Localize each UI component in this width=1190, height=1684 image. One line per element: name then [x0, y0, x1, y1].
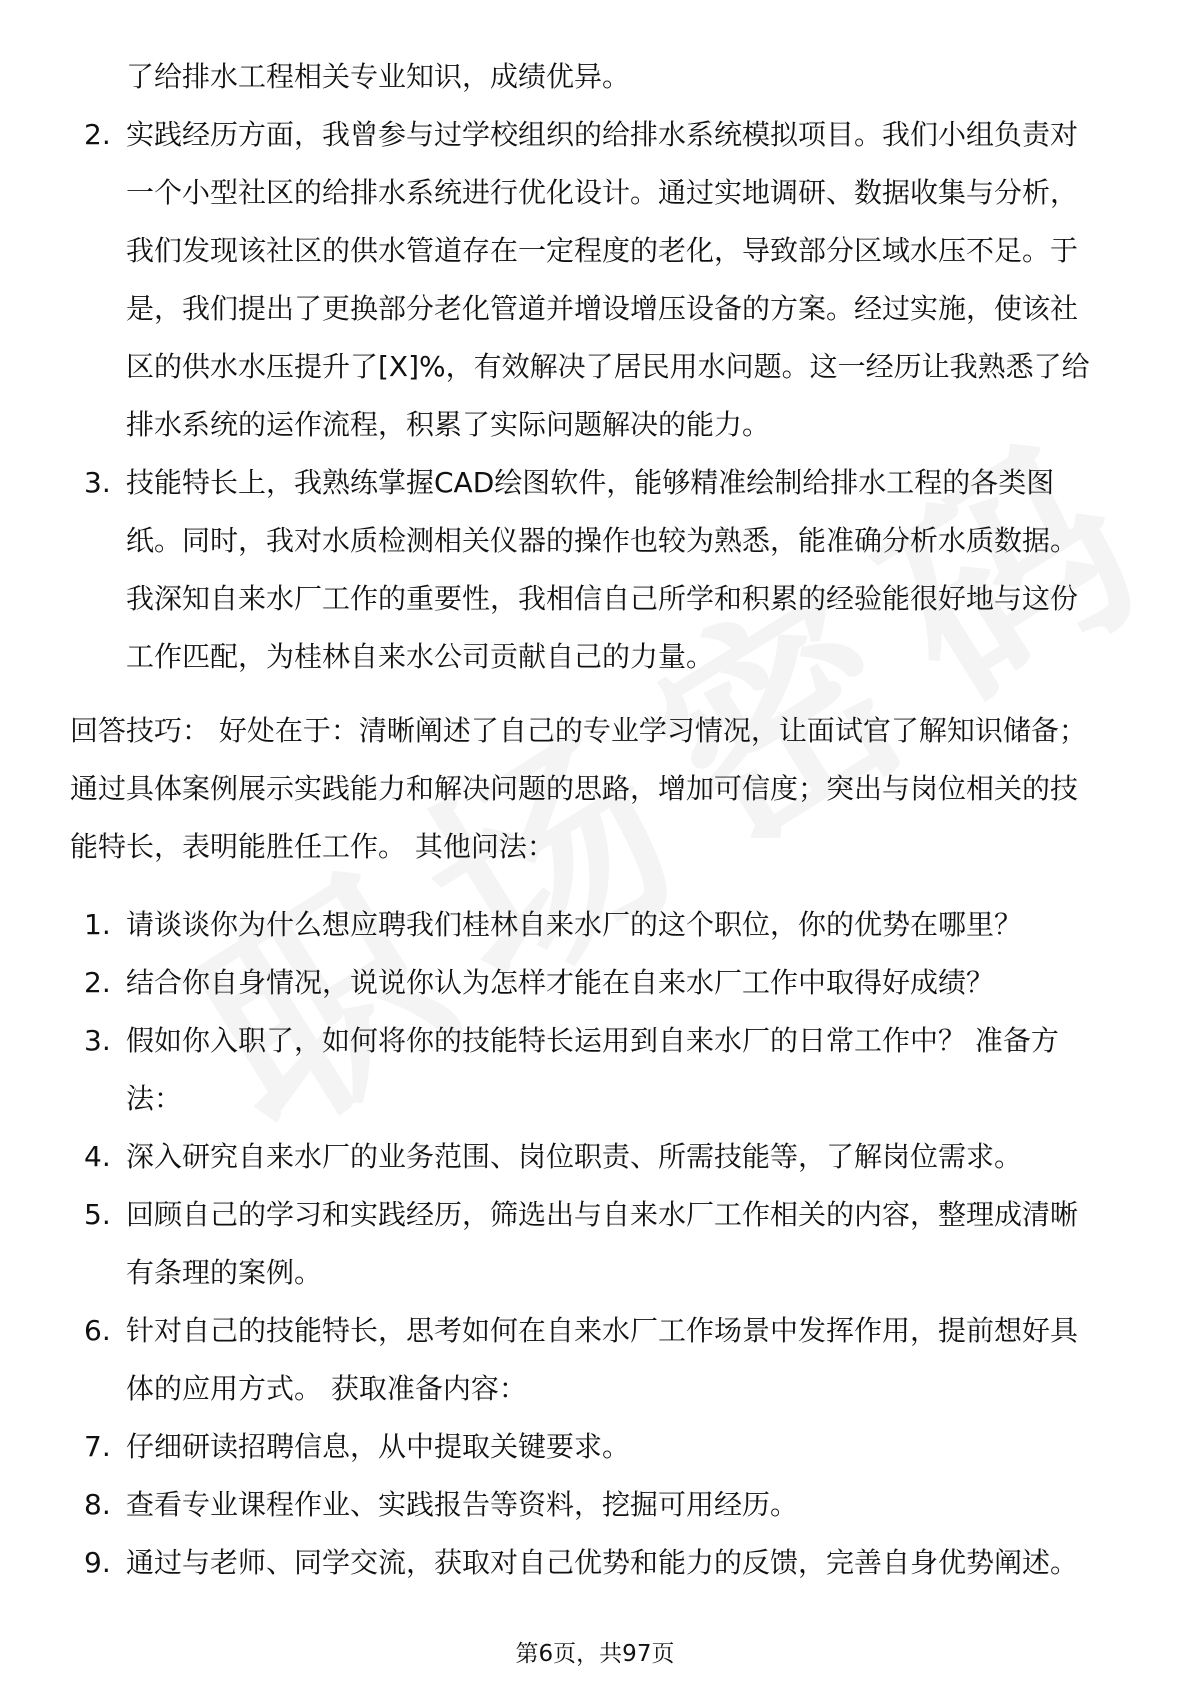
- list-item: [70, 1128, 1120, 1186]
- document-body: [70, 48, 1120, 1592]
- list-text-line: 结合你自身情况，说说你认为怎样才能在自来水厂工作中取得好成绩？: [126, 966, 995, 999]
- list-text-line: 一个小型社区的给排水系统进行优化设计。通过实地调研、数据收集与分析，: [126, 176, 1079, 209]
- continuation-line: 了给排水工程相关专业知识，成绩优异。: [126, 60, 631, 93]
- list-item: [70, 1418, 1120, 1476]
- list-number: 1.: [84, 908, 111, 941]
- list-text-line: 我们发现该社区的供水管道存在一定程度的老化，导致部分区域水压不足。于: [126, 234, 1079, 267]
- list-item: [70, 1534, 1120, 1592]
- page-footer: 第6页，共97页: [515, 1641, 675, 1667]
- tips-line: 通过具体案例展示实践能力和解决问题的思路，增加可信度；突出与岗位相关的技: [70, 772, 1079, 805]
- list-text-line: 深入研究自来水厂的业务范围、岗位职责、所需技能等，了解岗位需求。: [126, 1140, 1023, 1173]
- list-text-line: 实践经历方面，我曾参与过学校组织的给排水系统模拟项目。我们小组负责对: [126, 118, 1079, 151]
- list-text-line: 查看专业课程作业、实践报告等资料，挖掘可用经历。: [126, 1488, 799, 1521]
- list-text-line: 我深知自来水厂工作的重要性，我相信自己所学和积累的经验能很好地与这份: [126, 582, 1079, 615]
- tips-line: 回答技巧： 好处在于：清晰阐述了自己的专业学习情况，让面试官了解知识储备；: [70, 714, 1087, 747]
- list-item: [70, 1012, 1120, 1128]
- tips-paragraph: [70, 702, 1120, 876]
- list-item: [70, 1186, 1120, 1302]
- list-item: [70, 106, 1120, 454]
- list-text-line: 假如你入职了，如何将你的技能特长运用到自来水厂的日常工作中？ 准备方: [126, 1024, 1059, 1057]
- other-questions-list: [70, 896, 1120, 1592]
- list-text-line: 工作匹配，为桂林自来水公司贡献自己的力量。: [126, 640, 715, 673]
- list-text-line: 法：: [126, 1082, 183, 1115]
- list-item: [70, 454, 1120, 686]
- list-item: [70, 1302, 1120, 1418]
- list-text-line: 是，我们提出了更换部分老化管道并增设增压设备的方案。经过实施，使该社: [126, 292, 1079, 325]
- list-text-line: 体的应用方式。 获取准备内容：: [126, 1372, 527, 1405]
- list-number: 3.: [84, 466, 111, 499]
- answer-list: [70, 106, 1120, 686]
- list-number: 7.: [84, 1430, 111, 1463]
- list-text-line: 请谈谈你为什么想应聘我们桂林自来水厂的这个职位，你的优势在哪里？: [126, 908, 1023, 941]
- list-text-line: 有条理的案例。: [126, 1256, 323, 1289]
- list-text-line: 区的供水水压提升了[X]%，有效解决了居民用水问题。这一经历让我熟悉了给: [126, 350, 1090, 383]
- list-number: 9.: [84, 1546, 111, 1579]
- list-number: 2.: [84, 966, 111, 999]
- list-item: [70, 896, 1120, 954]
- list-text-line: 纸。同时，我对水质检测相关仪器的操作也较为熟悉，能准确分析水质数据。: [126, 524, 1079, 557]
- list-item: [70, 954, 1120, 1012]
- list-text-line: 通过与老师、同学交流，获取对自己优势和能力的反馈，完善自身优势阐述。: [126, 1546, 1079, 1579]
- list-text-line: 针对自己的技能特长，思考如何在自来水厂工作场景中发挥作用，提前想好具: [126, 1314, 1079, 1347]
- list-number: 3.: [84, 1024, 111, 1057]
- list-number: 5.: [84, 1198, 111, 1231]
- list-number: 4.: [84, 1140, 111, 1173]
- tips-line: 能特长，表明能胜任工作。 其他问法：: [70, 830, 555, 863]
- list-number: 6.: [84, 1314, 111, 1347]
- list-number: 2.: [84, 118, 111, 151]
- list-text-line: 排水系统的运作流程，积累了实际问题解决的能力。: [126, 408, 771, 441]
- list-item: [70, 1476, 1120, 1534]
- list-text-line: 仔细研读招聘信息，从中提取关键要求。: [126, 1430, 631, 1463]
- list-text-line: 技能特长上，我熟练掌握CAD绘图软件，能够精准绘制给排水工程的各类图: [126, 466, 1055, 499]
- list-number: 8.: [84, 1488, 111, 1521]
- list-text-line: 回顾自己的学习和实践经历，筛选出与自来水厂工作相关的内容，整理成清晰: [126, 1198, 1079, 1231]
